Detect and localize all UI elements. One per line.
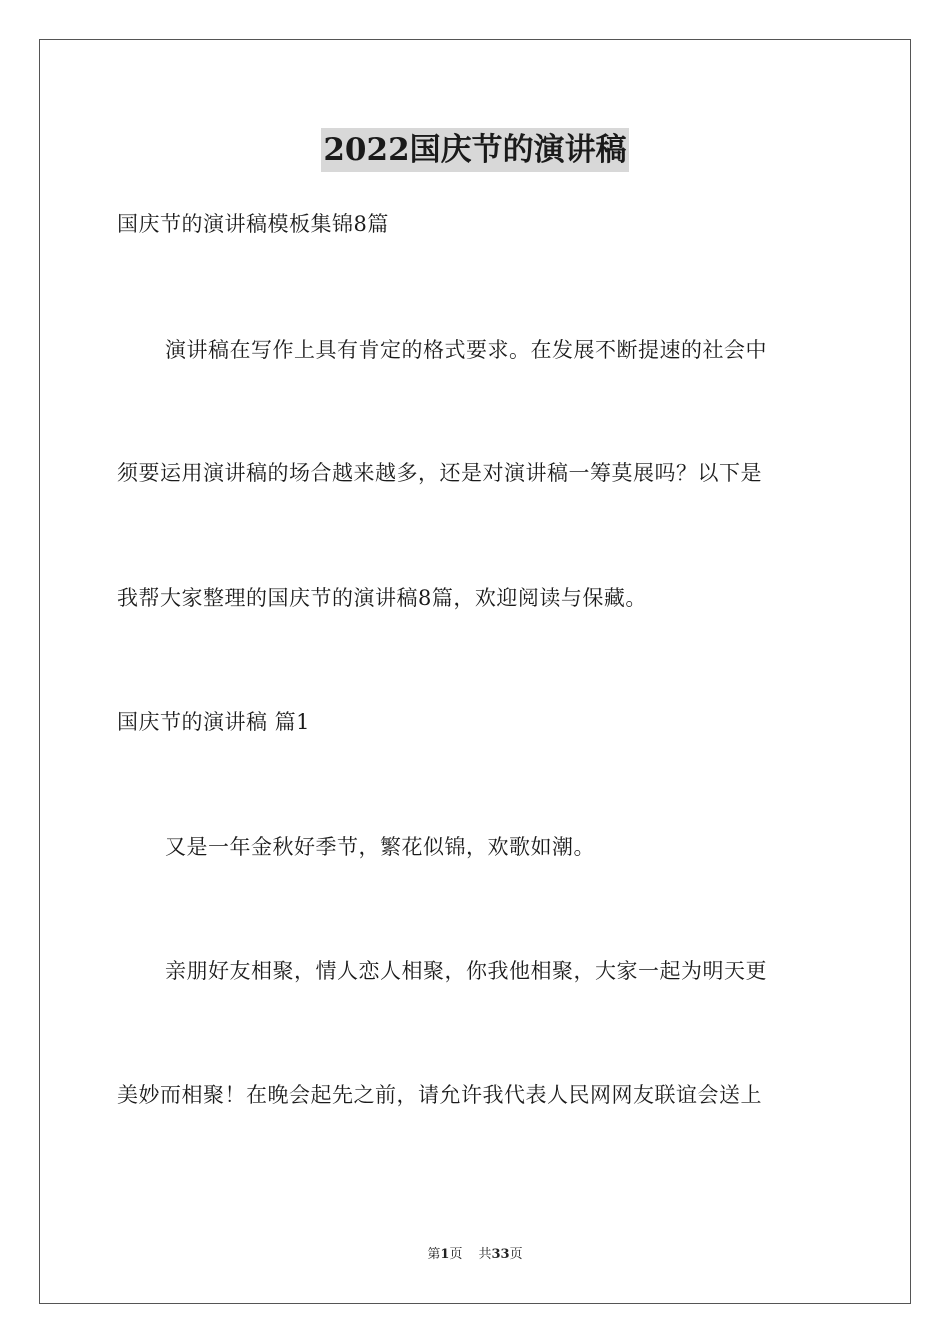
paragraph-line: 演讲稿在写作上具有肯定的格式要求。在发展不断提速的社会中: [165, 338, 767, 362]
page-footer: [0, 1246, 950, 1264]
paragraph-line: 美妙而相聚！在晚会起先之前，请允许我代表人民网网友联谊会送上: [117, 1083, 762, 1107]
footer-page-prefix: 第: [427, 1247, 441, 1262]
document-title-container: [0, 128, 950, 177]
footer-page-number: 1: [440, 1247, 450, 1262]
footer-page-suffix: 页: [449, 1247, 463, 1262]
paragraph-line: 亲朋好友相聚，情人恋人相聚，你我他相聚，大家一起为明天更: [165, 959, 767, 983]
section-heading: 国庆节的演讲稿 篇1: [117, 710, 311, 734]
paragraph-line: 须要运用演讲稿的场合越来越多，还是对演讲稿一筹莫展吗？以下是: [117, 461, 762, 485]
footer-total-suffix: 页: [509, 1247, 523, 1262]
document-subtitle: 国庆节的演讲稿模板集锦8篇: [117, 212, 389, 236]
paragraph-line: 又是一年金秋好季节，繁花似锦，欢歌如潮。: [165, 835, 595, 859]
footer-total-prefix: 共: [478, 1247, 492, 1262]
document-title: 2022国庆节的演讲稿: [321, 128, 628, 172]
footer-total-pages: 33: [491, 1247, 510, 1262]
paragraph-line: 我帮大家整理的国庆节的演讲稿8篇，欢迎阅读与保藏。: [117, 586, 647, 610]
